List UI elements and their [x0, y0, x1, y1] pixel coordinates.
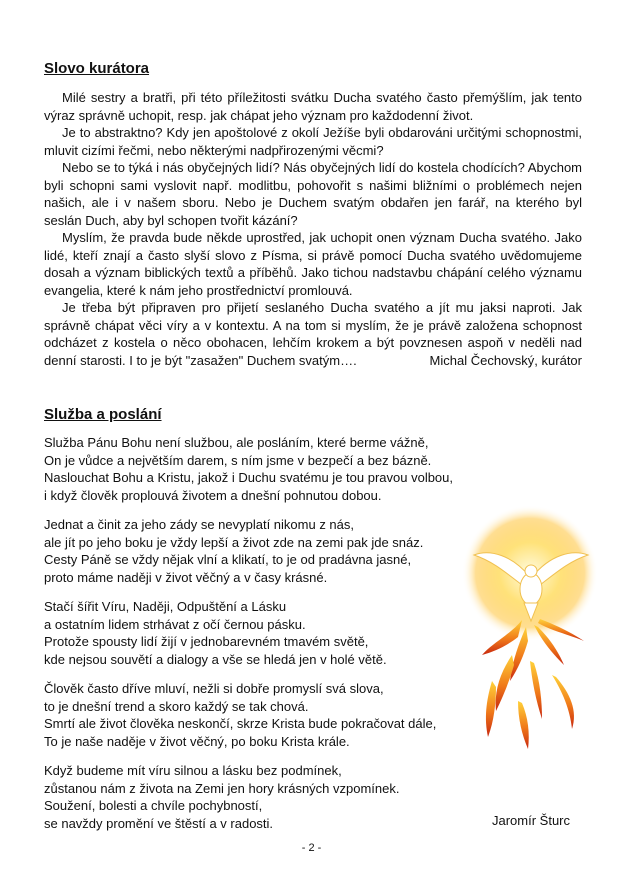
poem-line: Když budeme mít víru silnou a lásku bez podmínek,	[44, 763, 342, 778]
poem-line: Stačí šířit Víru, Naději, Odpuštění a Lásku	[44, 599, 287, 614]
poem-line: Člověk často dříve mluví, nežli si dobře promyslí svá slova,	[44, 681, 384, 696]
poem-line: kde nejsou souvětí a dialogy a vše se hledá jen v holé větě.	[44, 651, 387, 667]
paragraph: Je třeba být připraven pro přijetí seslaného Ducha svatého a jít mu jaksi naproti. Jak správně chápat věci víry a v kontextu. A na tom si myslím, že je právě založena schopnost odcházet z kostela o něco obohacen, lehčím krokem a být povznesen aspoň v neděli nad denní starosti. I to je být "zasažen" Duchem svatým….	[44, 300, 582, 368]
paragraph: Milé sestry a bratři, při této příležitosti svátku Ducha svatého často přemýšlím, jak tento výraz správně uchopit, resp. jak chápat jeho význam pro každodenní život.	[44, 90, 582, 123]
poem-line: Soužení, bolesti a chvíle pochybností,	[44, 798, 263, 813]
section-title-sluzba-a-poslani: Služba a poslání	[44, 406, 162, 423]
stanza	[44, 516, 464, 586]
poem-line: ale jít po jeho boku je vždy lepší a život zde na zemi pak jde snáz.	[44, 534, 424, 550]
poem-line: Jednat a činit za jeho zády se nevyplatí nikomu z nás,	[44, 517, 355, 532]
poem-line: Smrtí ale život člověka neskončí, skrze Krista bude pokračovat dále,	[44, 716, 437, 731]
stanza	[44, 598, 464, 668]
stanza	[44, 680, 464, 750]
poem-line: proto máme naději v život věčný a v časy krásné.	[44, 569, 328, 585]
poem-line: zůstanou nám z života na Zemi jen hory krásných vzpomínek.	[44, 780, 400, 796]
poem-line: On je vůdce a největším darem, s ním jsme v bezpečí a bez bázně.	[44, 452, 432, 468]
poem-line: To je naše naděje v život věčný, po boku Krista krále.	[44, 733, 350, 749]
poem-line: Služba Pánu Bohu není službou, ale posláním, které berme vážně,	[44, 435, 429, 450]
poem-line: Protože spousty lidí žijí v jednobarevném tmavém světě,	[44, 634, 369, 649]
stanza	[44, 434, 464, 504]
poem-line: a ostatním lidem strhávat z očí černou pásku.	[44, 616, 306, 632]
poem-line: i když člověk proplouvá životem a dnešní pohnutou dobou.	[44, 487, 382, 503]
poem-line: Naslouchat Bohu a Kristu, jakož i Duchu svatému je tou pravou volbou,	[44, 470, 454, 485]
poem-author: Jaromír Šturc	[492, 813, 571, 828]
curator-text	[44, 89, 582, 369]
paragraph: Myslím, že pravda bude někde uprostřed, jak uchopit onen význam Ducha svatého. Jako lidé, kteří znají a často slyší slovo z Písma, si právě pomocí Ducha svatého uvědomujeme dosah a význam biblických textů a příběhů. Jako tichou nadstavbu chápání celého významu evangelia, které k nám jeho prostřednictví promlouvá.	[44, 230, 582, 298]
paragraph-last	[44, 299, 582, 369]
paragraph: Je to abstraktno? Kdy jen apoštolové z okolí Ježíše byli obdarováni určitými schopnostmi, mluvit cizími řečmi, nebo některými nadpřirozenými věcmi?	[44, 125, 582, 158]
page-number: - 2 -	[301, 842, 322, 854]
poem-line: to je dnešní trend a skoro každý se tak chová.	[44, 698, 309, 714]
section-title-slovo-kuratora: Slovo kurátora	[44, 60, 150, 77]
poem	[44, 434, 464, 844]
poem-line: Cesty Páně se vždy nějak vlní a klikatí, to je od pradávna jasné,	[44, 552, 412, 567]
poem-line: se navždy promění ve štěstí a v radosti.	[44, 815, 274, 831]
stanza	[44, 762, 464, 832]
paragraph: Nebo se to týká i nás obyčejných lidí? Nás obyčejných lidí do kostela chodících? Abychom byli schopni sami vyslovit např. modlitbu, pohovořit s našimi bližními o problémech nejen našich, ale i v našem sboru. Nebo je Duchem svatým obdařen jen farář, na kterého byl seslán Duch, aby byl schopen tvořit kázání?	[44, 160, 582, 228]
holy-spirit-dove-illustration	[452, 505, 600, 750]
curator-signature: Michal Čechovský, kurátor	[429, 352, 582, 368]
